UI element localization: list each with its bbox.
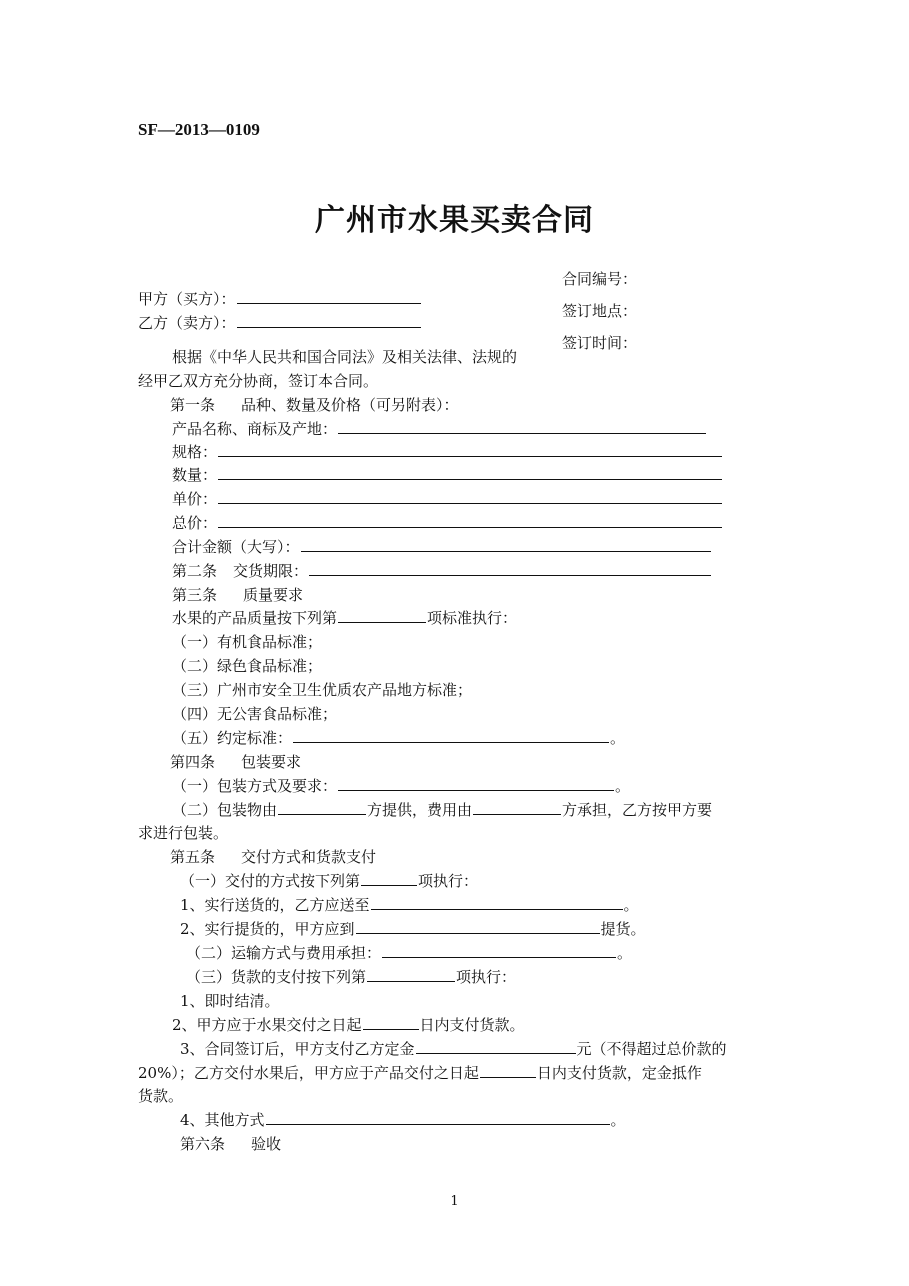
total-price-line [172,512,723,534]
delivery-option-2-text: 2、实行提货的，甲方应到 [180,920,355,938]
intro-line-1: 根据《中华人民共和国合同法》及相关法律、法规的 [172,348,518,366]
article-4-number: 第四条 [170,753,216,771]
article-4-title: 包装要求 [241,753,302,771]
packaging-material-suffix: 方承担，乙方按甲方要 [562,801,713,819]
spec-blank [218,441,722,457]
party-a-blank [237,288,421,304]
standard-item-5 [172,727,625,749]
payment-option-3-text: 3、合同签订后，甲方支付乙方定金 [180,1040,415,1058]
contract-code: SF—2013—0109 [138,120,260,139]
period: 。 [610,1111,626,1129]
standard-item-2: （二）绿色食品标准； [172,657,323,675]
quantity-label: 数量： [172,466,218,484]
quality-standard-blank [338,607,426,623]
article-1-title: 品种、数量及价格（可另附表）： [241,396,459,414]
article-2-title: 交货期限： [233,562,309,580]
article-3-heading [172,584,303,606]
quality-standard-text: 水果的产品质量按下列第 [172,609,338,627]
payment-option-4 [180,1109,626,1131]
delivery-option-2-suffix: 提货。 [600,920,646,938]
party-a-label: 甲方（买方）： [138,290,236,308]
total-price-label: 总价： [172,514,218,532]
article-1-heading [170,394,459,416]
article-6-title: 验收 [251,1135,282,1153]
payment-option-3-line-2-suffix: 日内支付货款，定金抵作 [536,1064,702,1082]
payment-method-text: （三）货款的支付按下列第 [186,968,367,986]
article-3-title: 质量要求 [243,586,304,604]
delivery-method-blank [361,870,417,886]
standard-item-1: （一）有机食品标准； [172,633,323,651]
payment-option-4-text: 4、其他方式 [180,1111,265,1129]
total-amount-blank [301,536,711,552]
payment-option-3-suffix: 元（不得超过总价款的 [576,1040,727,1058]
payment-option-2 [172,1014,525,1036]
period: 。 [615,777,631,795]
standard-item-4: （四）无公害食品标准； [172,705,338,723]
packaging-method-label: （一）包装方式及要求： [172,777,338,795]
unit-price-label: 单价： [172,490,218,508]
article-2-number: 第二条 [172,562,218,580]
quantity-blank [218,464,722,480]
spec-label: 规格： [172,443,218,461]
payment-option-3-line-3: 货款。 [138,1087,184,1105]
payment-option-3-line-2-text: 20%）；乙方交付水果后，甲方应于产品交付之日起 [138,1064,479,1082]
article-5-heading [170,846,376,868]
quantity-line [172,464,723,486]
payment-option-1: 1、即时结清。 [180,992,280,1010]
period: 。 [610,729,626,747]
packaging-cost-text: 方提供，费用由 [367,801,473,819]
payment-method-line [186,966,516,988]
article-1-number: 第一条 [170,396,216,414]
packaging-material-text: （二）包装物由 [172,801,278,819]
packaging-material-line [172,799,712,821]
packaging-material-line-2: 求进行包装。 [138,824,229,842]
packaging-method-line [172,775,630,797]
balance-days-blank [480,1062,536,1078]
unit-price-line [172,488,723,510]
total-amount-label: 合计金额（大写）： [172,538,300,556]
delivery-method-text: （一）交付的方式按下列第 [180,872,361,890]
quality-standard-line [172,607,517,629]
spec-line [172,441,723,463]
transport-blank [382,942,616,958]
article-5-title: 交付方式和货款支付 [241,848,377,866]
article-3-number: 第三条 [172,586,218,604]
packaging-cost-blank [473,799,561,815]
standard-item-5-label: （五）约定标准： [172,729,293,747]
delivery-destination-blank [371,894,623,910]
total-amount-line [172,536,712,558]
article-4-heading [170,751,301,773]
packaging-provider-blank [278,799,366,815]
deposit-blank [416,1038,576,1054]
delivery-option-1 [180,894,639,916]
party-b-line [138,312,422,334]
standard-item-3: （三）广州市安全卫生优质农产品地方标准； [172,681,473,699]
transport-label: （二）运输方式与费用承担： [186,944,382,962]
product-name-line [172,418,707,440]
total-price-blank [218,512,722,528]
delivery-method-line [180,870,478,892]
party-b-blank [237,312,421,328]
packaging-method-blank [338,775,614,791]
product-name-label: 产品名称、商标及产地： [172,420,338,438]
signing-place-label: 签订地点： [562,302,638,320]
delivery-option-2 [180,918,646,940]
contract-number-label: 合同编号： [562,270,638,288]
agreed-standard-blank [293,727,609,743]
article-2-heading [172,560,712,582]
payment-option-3-line-2 [138,1062,702,1084]
payment-option-2-suffix: 日内支付货款。 [419,1016,525,1034]
delivery-option-1-text: 1、实行送货的，乙方应送至 [180,896,370,914]
payment-method-blank [367,966,455,982]
payment-option-2-text: 2、甲方应于水果交付之日起 [172,1016,362,1034]
period: 。 [617,944,633,962]
intro-line-2: 经甲乙双方充分协商，签订本合同。 [138,372,379,390]
unit-price-blank [218,488,722,504]
delivery-period-blank [309,560,711,576]
payment-option-3 [180,1038,727,1060]
article-6-number: 第六条 [180,1135,226,1153]
signing-time-label: 签订时间： [562,334,638,352]
payment-days-blank [363,1014,419,1030]
article-6-heading [180,1133,281,1155]
document-title: 广州市水果买卖合同 [315,203,594,238]
page-number: 1 [450,1194,459,1209]
party-a-line [138,288,422,310]
quality-standard-suffix: 项标准执行： [427,609,518,627]
period: 。 [623,896,639,914]
party-b-label: 乙方（卖方）： [138,314,236,332]
other-method-blank [266,1109,610,1125]
pickup-location-blank [356,918,600,934]
article-5-number: 第五条 [170,848,216,866]
delivery-method-suffix: 项执行： [418,872,479,890]
payment-method-suffix: 项执行： [456,968,517,986]
product-name-blank [338,418,706,434]
transport-line [186,942,632,964]
